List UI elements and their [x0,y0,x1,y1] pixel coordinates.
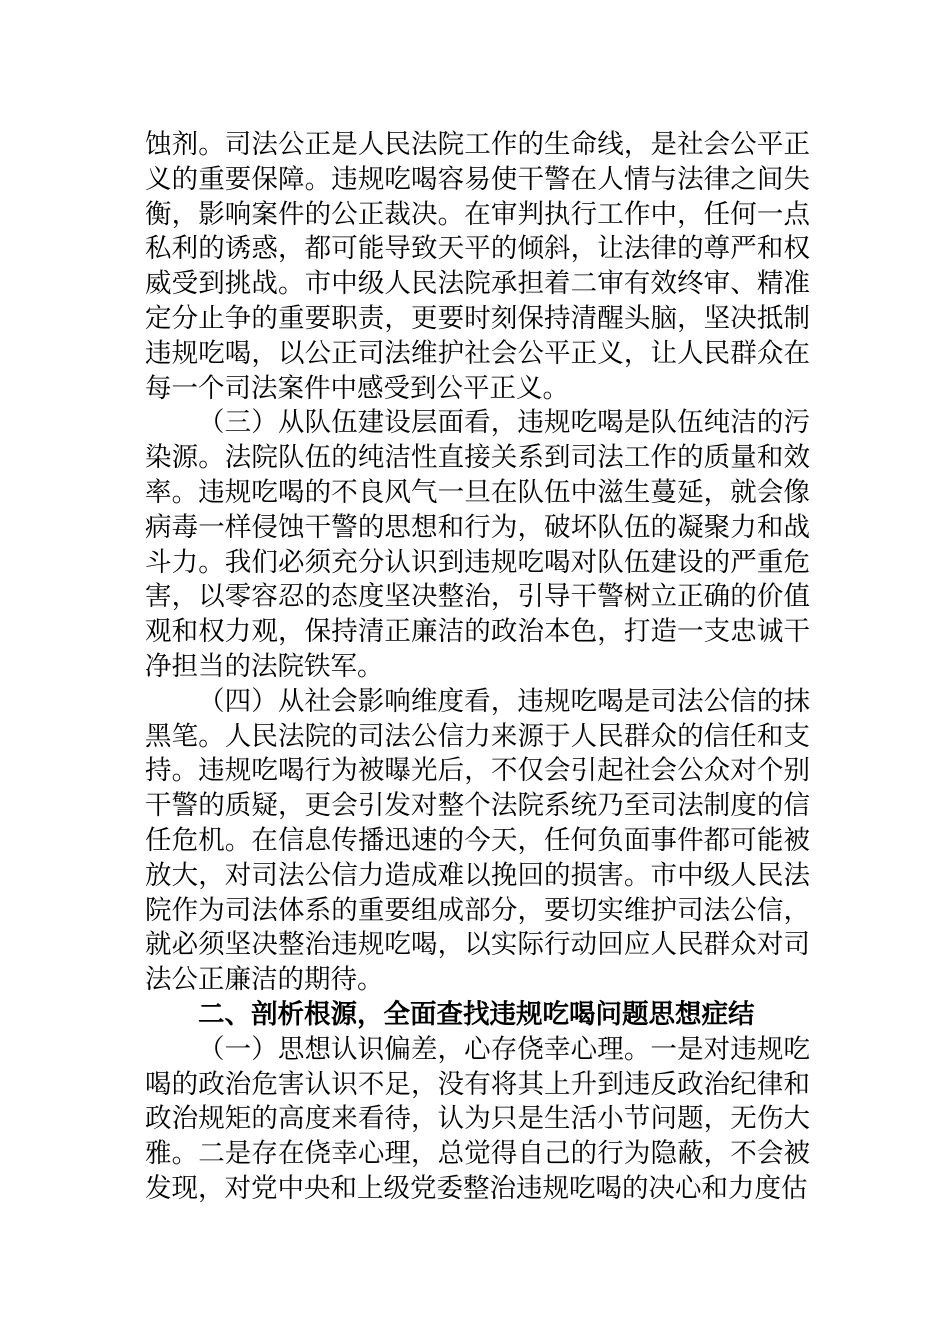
paragraph-judicial-fairness: 蚀剂。司法公正是人民法院工作的生命线，是社会公平正义的重要保障。违规吃喝容易使干警在人情与法律之间失衡，影响案件的公正裁决。在审判执行工作中，任何一点私利的诱惑，都可能导致天平的倾斜，让法律的尊严和权威受到挑战。市中级人民法院承担着二审有效终审、精准定分止争的重要职责，更要时刻保持清醒头脑，坚决抵制违规吃喝，以公正司法维护社会公平正义，让人民群众在每一个司法案件中感受到公平正义。 [145,129,810,404]
paragraph-ideological-bias: （一）思想认识偏差，心存侥幸心理。一是对违规吃喝的政治危害认识不足，没有将其上升到违反政治纪律和政治规矩的高度来看待，认为只是生活小节问题，无伤大雅。二是存在侥幸心理，总觉得自己的行为隐蔽，不会被发现，对党中央和上级党委整治违规吃喝的决心和力度估 [145,1033,810,1204]
paragraph-team-building: （三）从队伍建设层面看，违规吃喝是队伍纯洁的污染源。法院队伍的纯洁性直接关系到司法工作的质量和效率。违规吃喝的不良风气一旦在队伍中滋生蔓延，就会像病毒一样侵蚀干警的思想和行为，破坏队伍的凝聚力和战斗力。我们必须充分认识到违规吃喝对队伍建设的严重危害，以零容忍的态度坚决整治，引导干警树立正确的价值观和权力观，保持清正廉洁的政治本色，打造一支忠诚干净担当的法院铁军。 [145,407,810,682]
paragraph-social-impact: （四）从社会影响维度看，违规吃喝是司法公信的抹黑笔。人民法院的司法公信力来源于人民群众的信任和支持。违规吃喝行为被曝光后，不仅会引起社会公众对个别干警的质疑，更会引发对整个法院系统乃至司法制度的信任危机。在信息传播迅速的今天，任何负面事件都可能被放大，对司法公信力造成难以挽回的损害。市中级人民法院作为司法体系的重要组成部分，要切实维护司法公信，就必须坚决整治违规吃喝，以实际行动回应人民群众对司法公正廉洁的期待。 [145,685,810,996]
document-page [145,128,810,1207]
section-heading-root-causes: 二、剖析根源，全面查找违规吃喝问题思想症结 [198,998,755,1030]
